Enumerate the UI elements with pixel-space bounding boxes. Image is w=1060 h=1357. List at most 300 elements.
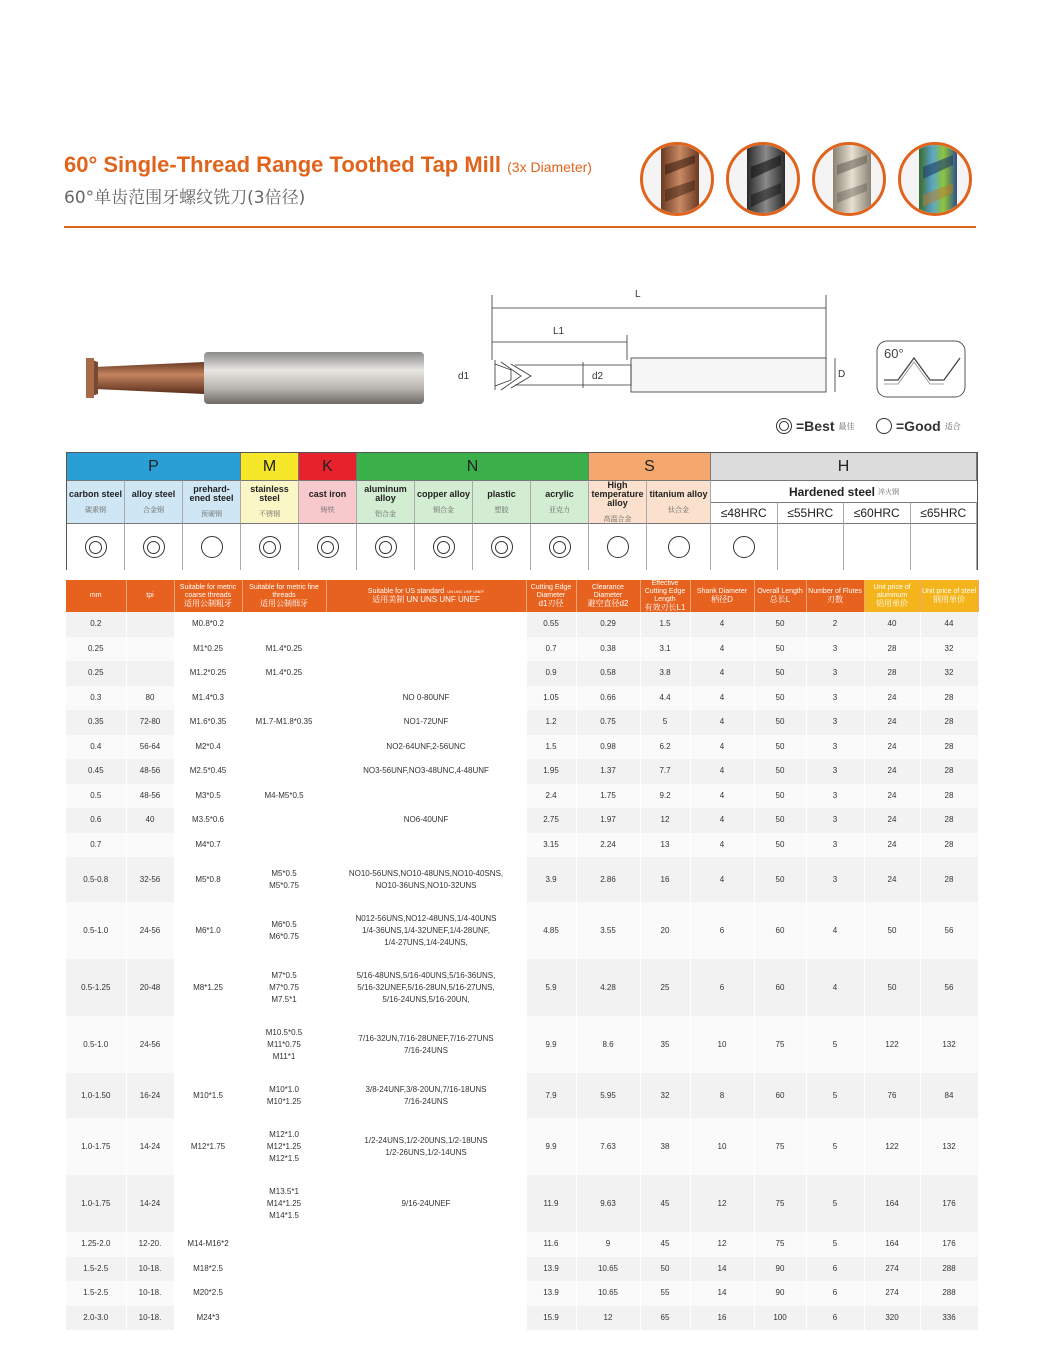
cell-line: M14*1.25 [266,1198,302,1208]
best-symbol-icon [85,536,107,558]
title-cn: 60°单齿范围牙螺纹铣刀(3倍径) [64,188,306,208]
cell-line: 7/16-24UNS [403,1096,449,1106]
material-cell [357,480,415,523]
cell-overall-l: 75 [754,1016,806,1073]
cell-price-aluminum: 24 [864,759,920,784]
cell-l1: 55 [640,1281,690,1306]
cell-us-standard [326,1306,526,1331]
cell-metric-fine [242,1306,326,1331]
cell-price-aluminum: 50 [864,902,920,959]
cell-flutes: 3 [806,857,864,902]
cell-tpi: 72-80 [126,710,174,735]
cell-us-standard [326,833,526,858]
cell-metric-coarse [174,1175,242,1232]
cell-flutes: 5 [806,1175,864,1232]
tool-image [64,340,434,425]
cell-metric-coarse [174,1257,242,1282]
table-row [66,1016,978,1073]
cell-shank-d: 4 [690,686,754,711]
suitability-cell [183,523,241,570]
cell-flutes: 5 [806,1232,864,1257]
best-symbol-icon [491,536,513,558]
header-cn: 刃数 [827,595,843,604]
cell-overall-l: 50 [754,710,806,735]
cell-line: M1.2*0.25 [189,668,227,678]
cell-l1: 13 [640,833,690,858]
material-group-m: M [241,453,299,480]
cell-price-steel: 288 [920,1281,978,1306]
material-name: alloy steel [131,488,176,499]
cell-d1: 0.9 [526,661,576,686]
cell-us-standard [326,710,526,735]
good-symbol-icon [607,536,629,558]
cell-line: M2*0.4 [195,741,221,751]
material-group-s: S [589,453,711,480]
cell-d2: 12 [576,1306,640,1331]
cell-tpi: 40 [126,808,174,833]
cell-overall-l: 75 [754,1232,806,1257]
cell-overall-l: 50 [754,808,806,833]
cell-overall-l: 50 [754,857,806,902]
cell-d2: 0.66 [576,686,640,711]
cell-mm: 1.5-2.5 [66,1257,126,1282]
cell-metric-fine [242,857,326,902]
cell-metric-fine [242,808,326,833]
cell-shank-d: 14 [690,1257,754,1282]
cell-shank-d: 16 [690,1306,754,1331]
cell-d2: 10.65 [576,1281,640,1306]
legend-best-label: =Best [796,418,835,434]
cell-l1: 9.2 [640,784,690,809]
cell-overall-l: 50 [754,735,806,760]
cell-line: 5/16-32UNEF,5/16-28UN,5/16-27UNS, [357,982,495,992]
cell-mm: 0.4 [66,735,126,760]
cell-d1: 2.4 [526,784,576,809]
header-cn: 有效刃长L1 [644,603,686,612]
cell-overall-l: 50 [754,661,806,686]
cell-line: M1.4*0.25 [265,668,303,678]
cell-us-standard [326,784,526,809]
cell-d1: 9.9 [526,1016,576,1073]
cell-price-aluminum: 274 [864,1281,920,1306]
header-en: tpi [146,592,154,599]
cell-mm: 0.5 [66,784,126,809]
cell-d1: 13.9 [526,1257,576,1282]
cell-price-aluminum: 40 [864,612,920,637]
cell-price-steel: 28 [920,857,978,902]
cell-metric-coarse [174,808,242,833]
header-cn: 柄径D [711,595,733,604]
suitability-cell [473,523,531,570]
cell-l1: 32 [640,1073,690,1118]
good-symbol-icon [668,536,690,558]
cell-d1: 0.55 [526,612,576,637]
cell-overall-l: 60 [754,959,806,1016]
spec-header-row [66,580,978,612]
table-row [66,1306,978,1331]
cell-l1: 3.1 [640,637,690,662]
header-en: Cutting Edge Diameter [530,584,572,599]
cell-l1: 20 [640,902,690,959]
material-group-n: N [357,453,589,480]
cell-l1: 6.2 [640,735,690,760]
cell-mm: 1.0-1.75 [66,1175,126,1232]
material-name-cn: 不锈钢 [259,510,280,518]
cell-l1: 1.5 [640,612,690,637]
cell-overall-l: 75 [754,1118,806,1175]
cell-tpi: 10-18. [126,1257,174,1282]
cell-shank-d: 8 [690,1073,754,1118]
cell-metric-fine [242,833,326,858]
cell-mm: 1.5-2.5 [66,1281,126,1306]
material-cell [647,480,711,523]
hardness-level: ≤65HRC [911,502,978,523]
coating-rainbow-image [898,142,972,216]
cell-flutes: 3 [806,784,864,809]
cell-metric-fine [242,902,326,959]
cell-l1: 5 [640,710,690,735]
cell-tpi: 24-56 [126,1016,174,1073]
spec-column-header [920,580,978,612]
cell-price-aluminum: 274 [864,1257,920,1282]
cell-metric-fine [242,759,326,784]
cell-overall-l: 50 [754,784,806,809]
cell-l1: 25 [640,959,690,1016]
cell-price-steel: 44 [920,612,978,637]
material-group-p: P [67,453,241,480]
cell-price-steel: 56 [920,959,978,1016]
cell-price-aluminum: 24 [864,784,920,809]
cell-price-steel: 28 [920,759,978,784]
cell-metric-coarse [174,857,242,902]
material-group-k: K [299,453,357,480]
header-cn: 避空直径d2 [587,599,629,608]
cell-line: M7*0.5 [271,970,297,980]
cell-flutes: 2 [806,612,864,637]
cell-d1: 11.9 [526,1175,576,1232]
cell-price-steel: 28 [920,735,978,760]
cell-metric-coarse [174,661,242,686]
spec-column-header [754,580,806,612]
cell-line: M0.8*0.2 [191,619,225,629]
cell-tpi: 10-18. [126,1306,174,1331]
cell-metric-coarse [174,759,242,784]
table-row [66,833,978,858]
suitability-cell [531,523,589,570]
best-symbol-icon [375,536,397,558]
cell-flutes: 5 [806,1073,864,1118]
cell-line: NO6-40UNF [403,815,449,825]
cell-metric-fine [242,637,326,662]
cell-price-steel: 336 [920,1306,978,1331]
cell-line: 1/4-27UNS,1/4-24UNS, [384,937,468,947]
cell-metric-fine [242,784,326,809]
spec-column-header [126,580,174,612]
cell-mm: 0.7 [66,833,126,858]
coating-black-image [726,142,800,216]
cell-l1: 7.7 [640,759,690,784]
cell-l1: 38 [640,1118,690,1175]
cell-metric-coarse [174,612,242,637]
material-name: aluminum alloy [364,484,407,503]
header-en: mm [89,592,102,599]
cell-us-standard [326,759,526,784]
good-symbol-icon [733,536,755,558]
cell-price-steel: 84 [920,1073,978,1118]
hardness-level: ≤60HRC [844,502,911,523]
cell-tpi [126,833,174,858]
spec-column-header [806,580,864,612]
cell-price-aluminum: 164 [864,1175,920,1232]
header-cn: 钢用单价 [933,595,965,604]
material-name: prehard-ened steel [189,484,234,503]
cell-d2: 9 [576,1232,640,1257]
cell-d1: 1.95 [526,759,576,784]
cell-mm: 0.5-1.0 [66,1016,126,1073]
best-symbol-icon [259,536,281,558]
suitability-cell [125,523,183,570]
material-cell [299,480,357,523]
material-cell [473,480,531,523]
header-en: Suitable for metric coarse threads [179,584,237,599]
hardened-steel-label: Hardened steel [788,484,876,499]
cell-line: NO10-56UNS,NO10-48UNS,NO10-40SNS, [348,868,504,878]
cell-l1: 65 [640,1306,690,1331]
table-row [66,1232,978,1257]
cell-tpi: 24-56 [126,902,174,959]
cell-us-standard [326,1257,526,1282]
cell-line: M24*3 [196,1312,220,1322]
material-name: titanium alloy [649,488,708,499]
cell-d2: 10.65 [576,1257,640,1282]
cell-shank-d: 12 [690,1175,754,1232]
material-name-cn: 预硬钢 [201,510,222,518]
cell-mm: 0.5-0.8 [66,857,126,902]
cell-line: 1/4-36UNS,1/4-32UNEF,1/4-28UNF, [361,925,491,935]
table-row [66,902,978,959]
cell-line: M2.5*0.45 [189,766,227,776]
cell-line: M12*1.25 [266,1141,302,1151]
material-cell [125,480,183,523]
spec-column-header [640,580,690,612]
cell-price-steel: 32 [920,637,978,662]
material-name: plastic [487,488,516,499]
cell-flutes: 3 [806,808,864,833]
header-en: Overall Length [757,588,803,595]
cell-metric-fine [242,735,326,760]
cell-price-aluminum: 24 [864,710,920,735]
cell-price-aluminum: 24 [864,735,920,760]
cell-metric-fine [242,1257,326,1282]
header-en: Effective Cutting Edge Length [644,580,686,603]
cell-line: M1*0.25 [193,643,223,653]
cell-line: 5/16-24UNS,5/16-20UN, [382,994,470,1004]
cell-shank-d: 4 [690,784,754,809]
cell-line: NO10-36UNS,NO10-32UNS [375,880,477,890]
cell-line: M10*1.5 [193,1090,223,1100]
cell-line: M1.7-M1.8*0.35 [255,717,313,727]
cell-line: M11*0.75 [267,1039,301,1049]
cell-mm: 0.45 [66,759,126,784]
cell-d1: 5.9 [526,959,576,1016]
table-row [66,735,978,760]
cell-line: M5*0.8 [195,874,221,884]
cell-shank-d: 10 [690,1016,754,1073]
cell-d2: 0.58 [576,661,640,686]
table-row [66,1281,978,1306]
cell-price-aluminum: 164 [864,1232,920,1257]
cell-overall-l: 60 [754,902,806,959]
cell-metric-coarse [174,784,242,809]
coating-silver-image [812,142,886,216]
cell-tpi: 14-24 [126,1118,174,1175]
cell-metric-coarse [174,1232,242,1257]
cell-tpi: 32-56 [126,857,174,902]
cell-us-standard [326,612,526,637]
cell-d1: 13.9 [526,1281,576,1306]
cell-us-standard [326,857,526,902]
best-symbol-icon [317,536,339,558]
cell-l1: 50 [640,1257,690,1282]
cell-price-steel: 32 [920,661,978,686]
cell-price-aluminum: 24 [864,833,920,858]
label-d1: d1 [458,371,470,382]
cell-d2: 2.86 [576,857,640,902]
header-cn: 适用美制 UN UNS UNF UNEF [372,595,480,604]
cell-line: M14-M16*2 [187,1239,229,1249]
spec-column-header [326,580,526,612]
cell-price-steel: 176 [920,1232,978,1257]
label-D: D [838,369,846,380]
cell-d2: 0.98 [576,735,640,760]
cell-line: 7/16-24UNS [403,1045,449,1055]
cell-line: 1/2-26UNS,1/2-14UNS [385,1147,467,1157]
header-en: Suitable for metric fine threads [249,584,319,599]
cell-shank-d: 4 [690,710,754,735]
cell-price-aluminum: 24 [864,686,920,711]
hardness-level: ≤55HRC [778,502,845,523]
cell-us-standard [326,637,526,662]
material-cell [183,480,241,523]
cell-flutes: 3 [806,661,864,686]
header-cn: 铝用单价 [876,599,908,608]
material-name-cn: 铝合金 [375,510,396,518]
cell-mm: 1.25-2.0 [66,1232,126,1257]
cell-overall-l: 90 [754,1281,806,1306]
cell-flutes: 6 [806,1306,864,1331]
cell-flutes: 3 [806,686,864,711]
cell-d1: 7.9 [526,1073,576,1118]
header-small: UN UNC UNF UNEF [447,589,485,594]
cell-metric-coarse [174,1073,242,1118]
suitability-cell [299,523,357,570]
material-name-cn: 高温合金 [603,514,632,523]
cell-line: M20*2.5 [193,1288,223,1298]
thread-angle-diagram [876,340,966,403]
cell-metric-coarse [174,735,242,760]
header-en: Unit price of steel [921,588,977,595]
cell-tpi: 16-24 [126,1073,174,1118]
legend-best [776,418,855,434]
cell-us-standard [326,1118,526,1175]
coating-bronze-image [640,142,714,216]
cell-us-standard [326,1281,526,1306]
suitability-cell [241,523,299,570]
cell-l1: 12 [640,808,690,833]
material-name-cn: 亚克力 [549,505,570,514]
cell-line: M7.5*1 [271,994,297,1004]
hardness-level: ≤48HRC [711,502,778,523]
dimension-diagram [455,280,855,415]
header-cn: 适用公制粗牙 [184,599,232,608]
hardened-steel-header [711,480,977,502]
cell-shank-d: 4 [690,612,754,637]
title-suffix: (3x Diameter) [507,159,592,175]
suitability-cell [711,523,778,570]
cell-us-standard [326,902,526,959]
cell-line: M13.5*1 [269,1186,299,1196]
cell-line: M10*1.25 [266,1096,302,1106]
cell-line: M18*2.5 [193,1263,223,1273]
header-cn: 总长L [769,595,791,604]
material-name-cn: 铜合金 [433,505,454,514]
cell-line: M3*0.5 [195,790,221,800]
page-title [64,152,592,178]
cell-d2: 8.6 [576,1016,640,1073]
spec-table [66,580,979,1330]
cell-price-aluminum: 24 [864,857,920,902]
material-name-cn: 钛合金 [668,505,689,514]
cell-d2: 3.55 [576,902,640,959]
angle-label: 60° [884,346,904,361]
cell-us-standard [326,1073,526,1118]
header-en: Unit price of aluminum [873,584,911,599]
cell-line: M8*1.25 [193,982,223,992]
table-row [66,1175,978,1232]
cell-us-standard [326,1232,526,1257]
cell-shank-d: 4 [690,857,754,902]
spec-column-header [242,580,326,612]
cell-flutes: 6 [806,1257,864,1282]
cell-line: M7*0.75 [269,982,299,992]
cell-tpi: 20-48 [126,959,174,1016]
cell-line: M14*1.5 [269,1210,299,1220]
best-symbol-icon [143,536,165,558]
cell-tpi: 48-56 [126,784,174,809]
cell-d2: 0.75 [576,710,640,735]
cell-price-aluminum: 122 [864,1016,920,1073]
legend-good-label: =Good [896,418,941,434]
cell-shank-d: 4 [690,735,754,760]
suitability-cell [67,523,125,570]
cell-shank-d: 12 [690,1232,754,1257]
cell-overall-l: 50 [754,833,806,858]
cell-metric-coarse [174,1016,242,1073]
table-row [66,710,978,735]
suitability-cell [415,523,473,570]
cell-d2: 1.37 [576,759,640,784]
header-en: Clearance Diameter [592,584,624,599]
cell-metric-fine [242,1232,326,1257]
cell-overall-l: 50 [754,759,806,784]
cell-mm: 0.35 [66,710,126,735]
cell-metric-fine [242,1016,326,1073]
cell-us-standard [326,808,526,833]
suitability-cell [357,523,415,570]
spec-column-header [66,580,126,612]
cell-line: M10.5*0.5 [265,1027,303,1037]
cell-line: M12*1.75 [190,1141,226,1151]
